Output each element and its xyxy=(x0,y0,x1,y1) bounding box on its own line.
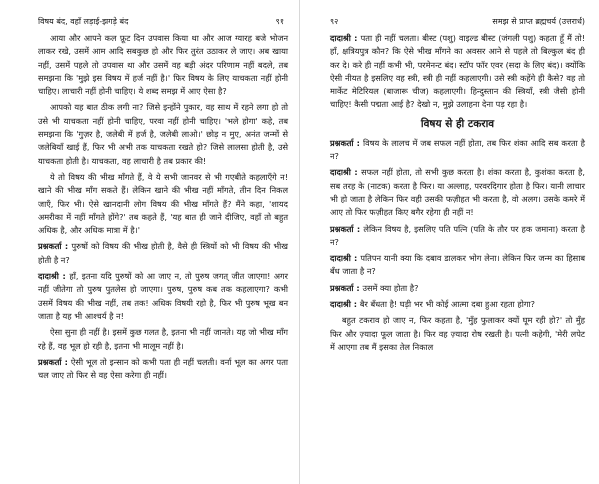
speaker-label: दादाश्री : xyxy=(330,167,362,178)
speaker-label: दादाश्री : xyxy=(330,299,360,310)
paragraph: प्रश्नकर्ता : विषय के लालच में जब सफल नहीं होता, तब फिर शंका आदि सब करता है न? xyxy=(330,137,585,162)
right-page xyxy=(300,0,599,484)
paragraph: ऐसा सुना ही नहीं है। इसमें कुछ गलत है, इतना भी नहीं जानते। यह जो भीख माँग रहे हैं, वह भूल हो रही है, इतना भी मालूम नहीं है। xyxy=(38,327,288,351)
speaker-label: प्रश्नकर्ता : xyxy=(330,282,363,293)
speaker-label: प्रश्नकर्ता : xyxy=(38,241,72,252)
paragraph: दादाश्री : सफल नहीं होता, तो सभी कुछ करता है। शंका करता है, कुशंका करता है, सब तरह के (नाटक) करता है फिर। या अल्लाह, परवरदिगार होता है फिर। यानी लाचार भी हो जाता है लेकिन फिर वही उसकी फज़ीहत भी करता है, वो अलग। उसके कमरे में आए तो फिर फज़ीहत किए बगैर रहेगा ही नहीं न! xyxy=(330,167,585,218)
left-page-header xyxy=(38,16,288,30)
speaker-label: प्रश्नकर्ता : xyxy=(330,137,364,148)
speaker-label: प्रश्नकर्ता : xyxy=(330,223,364,234)
left-header-title: विषय बंद, वहाँ लड़ाई-झगड़े बंद xyxy=(38,17,129,26)
paragraph: दादाश्री : बैर बँधता है! घड़ी भर भी कोई आत्मा दबा हुआ रहता होगा? xyxy=(330,299,535,310)
speaker-label: दादाश्री : xyxy=(38,271,70,282)
speaker-label: प्रश्नकर्ता : xyxy=(38,356,71,367)
paragraph: प्रश्नकर्ता : लेकिन विषय है, इसलिए पति पत्नि (पति के तौर पर हक जमाना) करता है न? xyxy=(330,223,585,247)
speaker-label: दादाश्री : xyxy=(330,253,361,264)
right-page-body-top xyxy=(330,32,585,112)
left-page-body xyxy=(38,32,288,382)
paragraph: दादाश्री : हाँ, इतना यदि पुरुषों को आ जाए न, तो पुरुष जगत् जीत जाएगा! अगर नहीं जीतेगा तो पुरुष पुतलेस हो जाएगा। पुरुष, पुरुष कब तक कहलाएगा? कभी उसमें विषय की भीख नहीं, तब तक! अधिक विषयी रहो है, फिर भी पुरुष भूख बन जाता है यह भी आश्चर्य है न! xyxy=(38,271,288,321)
paragraph: दादाश्री : पता ही नहीं चलता। बीस्ट (पशु) वाइल्ड बीस्ट (जंगली पशु) कहता हूँ मैं तो! हाँ, क्षत्रियपुत्र कौन? कि ऐसे भीख माँगने का अवसर आने से पहले तो बिल्कुल बंद ही कर दे। करे ही नहीं कभी भी, परमेनन्ट बंद। स्टॉप फॉर एवर (सदा के लिए बंद)। क्योंकि ऐसी नीयत है इसलिए वह स्त्री, स्त्री ही नहीं कहलाएगी। उसे स्त्री कहेंगे ही कैसे? वह तो मार्केट मेटिरियल (बाजारू चीज) कहलाएगी। हिन्दुस्तान की स्त्रियाँ, स्त्री जैसी होनी चाहिए! कैसी पद्मता आई है? देखो न, मुझे उलाहना देना पड़ रहा है। xyxy=(330,33,585,110)
right-page-header xyxy=(330,16,585,30)
paragraph: आया और आपने कल फ़ूट दिन उपवास किया था और आज ग्यारह बजे भोजन लाकर रखे, उसमें आम आदि सबकुछ हो और फिर तुरंत उठाकर ले जाए। अब खाया नहीं, उसमें पहले तो उपवास था और उसमें वह बड़ी अंदर परिणाम नहीं बदले, तब समझना कि 'मुझे इस विषय में हर्ज नहीं है।' फिर विषय के लिए याचकता नहीं होनी चाहिए। लाचारी नहीं होनी चाहिए। ये शब्द समझ में आए ऐसा है? xyxy=(38,33,288,97)
paragraph: ये तो विषय की भीख माँगते हैं, वे ये सभी जानवर से भी गएबीते कहलाएँगे न! खाने की भीख माँग सकते हैं। लेकिन खाने की भीख नहीं माँगते, तीन दिन निकल जाएँ, फिर भी। ऐसे खानदानी लोग विषय की भीख माँगते हैं? मैंने कहा, 'शायद अमरीका में नहीं माँगते होंगे?' तब कहते हैं, 'यह बात ही जाने दीजिए, वहाँ तो बहुत अधिक है, और अधिक मात्रा में है।' xyxy=(38,171,288,236)
speaker-label: दादाश्री : xyxy=(330,33,361,43)
left-page-number: ९१ xyxy=(275,17,284,26)
paragraph: प्रश्नकर्ता : ऐसी भूल तो इन्सान को कभी पता ही नहीं चलती। वर्ना भूल का अगर पता चल जाए तो फिर से वह ऐसा करेगा ही नहीं। xyxy=(38,356,288,381)
paragraph: बहुत टकराव हो जाए न, फिर कहता है, 'मुँह फुलाकर क्यों घूम रही हो?' तो मुँह फिर और ज़्यादा फूल जाता है। फिर वह ज़्यादा रोष रखती है। पत्नी कहेगी, 'मेरी लपेट में आएगा तब मैं इसका तेल निकाल xyxy=(330,315,585,352)
paragraph: दादाश्री : पतिपन यानी क्या कि दबाव डालकर भोग लेना। लेकिन फिर जन्म का हिसाब बँध जाता है न? xyxy=(330,253,585,277)
right-page-number: ९२ xyxy=(330,17,339,26)
paragraph: प्रश्नकर्ता : उसमें क्या होता है? xyxy=(330,282,419,293)
right-page-body-bottom xyxy=(330,137,585,354)
section-heading: विषय से ही टकराव xyxy=(420,117,495,130)
paragraph: प्रश्नकर्ता : पुरुषों को विषय की भीख होती है, वैसे ही स्त्रियों को भी विषय की भीख होती है न? xyxy=(38,241,288,265)
right-header-title: समझ से प्राप्त ब्रह्मचर्य (उत्तरार्ध) xyxy=(492,17,585,26)
paragraph: आपको यह बात ठीक लगी ना? जिसे इन्होंने पुकार, वह साथ में रहने लगा हो तो उसे भी याचकता नहीं होनी चाहिए, परवा नहीं होनी चाहिए। 'भले होगा' कहे, तब समझना कि 'गुज़र है, जलेबी में हर्ज है, जलेबी लाओ।' छोड़ न मुए, अनंत जन्मों से जलेबियाँ खाई हैं, फिर भी अभी तक याचकता रखते हो? जिसे लालसा होती है, उसे याचकता होती है। याचकता, वह लाचारी है तब प्रकार की! xyxy=(38,102,288,166)
